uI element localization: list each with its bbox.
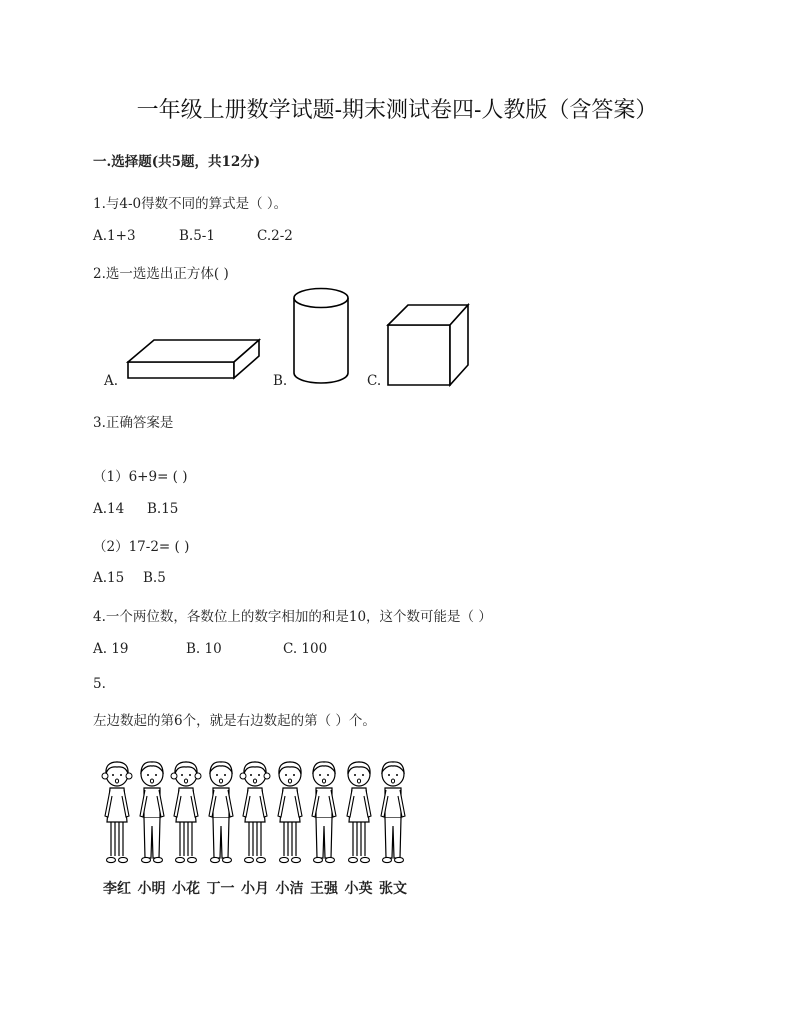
child-figure-icon [203, 760, 239, 870]
question-2-option-a-label[interactable]: A. [104, 373, 119, 389]
page-title: 一年级上册数学试题-期末测试卷四-人教版（含答案） [136, 98, 658, 123]
question-3-sub1-stem: （1）6+9= ( ) [93, 469, 188, 485]
child-figure-icon [375, 760, 411, 870]
child-name-label: 李红 [103, 881, 131, 897]
question-2-stem: 2.选一选选出正方体( ) [93, 266, 229, 282]
question-3-sub1-option-a[interactable]: A.14 [93, 501, 125, 517]
question-1-stem: 1.与4-0得数不同的算式是（ ）。 [93, 196, 288, 212]
question-3-sub1-option-b[interactable]: B.15 [147, 501, 179, 517]
question-4-option-a[interactable]: A. 19 [93, 641, 129, 657]
question-4-option-c[interactable]: C. 100 [283, 641, 328, 657]
child-figure-icon [341, 760, 377, 870]
child-figure-icon [134, 760, 170, 870]
question-4-option-b[interactable]: B. 10 [186, 641, 222, 657]
child-name-label: 王强 [310, 881, 338, 897]
question-4-stem: 4.一个两位数，各数位上的数字相加的和是10，这个数可能是（ ） [93, 609, 492, 625]
cube-icon [386, 303, 470, 387]
child-name-label: 小明 [137, 881, 166, 897]
question-2-option-b-label[interactable]: B. [273, 373, 288, 389]
question-1-option-a[interactable]: A.1+3 [93, 228, 136, 244]
question-2-option-c-label[interactable]: C. [367, 373, 382, 389]
child-name-label: 小英 [344, 881, 373, 897]
child-figure-icon [237, 760, 273, 870]
question-1-option-b[interactable]: B.5-1 [179, 228, 215, 244]
rectangular-prism-icon [126, 338, 262, 380]
child-figure-icon [168, 760, 204, 870]
child-figure-icon [272, 760, 308, 870]
section-heading: 一.选择题(共5题，共12分) [93, 154, 261, 170]
question-3-sub2-stem: （2）17-2= ( ) [93, 539, 190, 555]
child-name-label: 小月 [241, 881, 269, 897]
cylinder-icon [292, 287, 350, 385]
child-name-label: 丁一 [206, 881, 235, 897]
question-3-stem: 3.正确答案是 [93, 415, 174, 431]
child-name-label: 小洁 [275, 881, 304, 897]
question-5-number: 5. [93, 676, 106, 692]
question-1-option-c[interactable]: C.2-2 [257, 228, 293, 244]
child-name-label: 小花 [172, 881, 200, 897]
child-figure-icon [306, 760, 342, 870]
question-3-sub2-option-b[interactable]: B.5 [143, 570, 166, 586]
child-figure-icon [99, 760, 135, 870]
child-name-label: 张文 [379, 881, 407, 897]
question-3-sub2-option-a[interactable]: A.15 [93, 570, 125, 586]
question-5-stem: 左边数起的第6个，就是右边数起的第（ ）个。 [93, 713, 376, 729]
